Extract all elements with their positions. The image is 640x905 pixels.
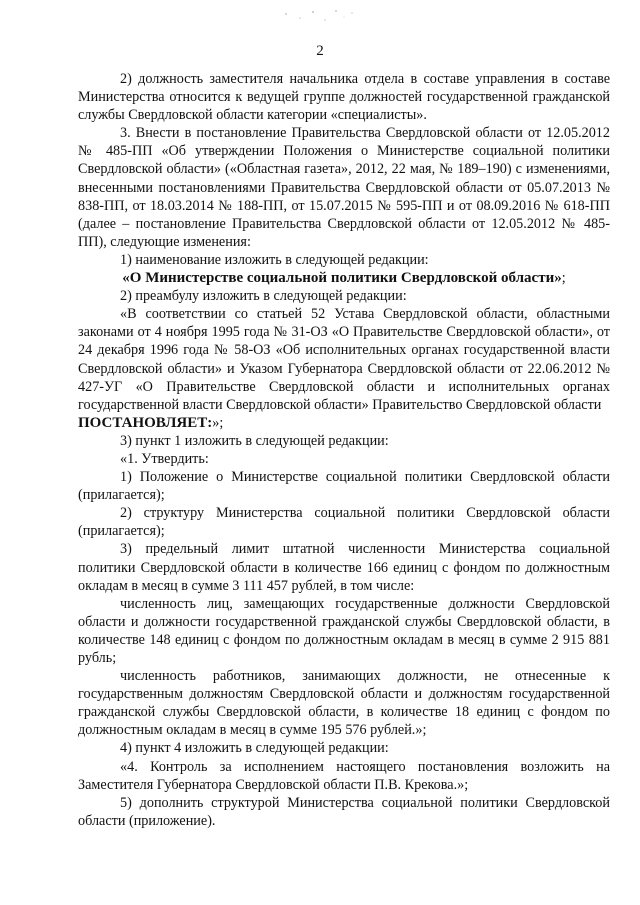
paragraph-control: «4. Контроль за исполнением настоящего постановления возложить на Заместителя Губернатора Свердловской области П.В. Крекова.»; xyxy=(78,758,610,793)
paragraph-name-edit: 1) наименование изложить в следующей редакции: xyxy=(120,251,429,268)
paragraph-point4-edit: 4) пункт 4 изложить в следующей редакции: xyxy=(120,740,389,757)
paragraph-approve: «1. Утвердить: xyxy=(120,450,209,467)
paragraph-add-structure: 5) дополнить структурой Министерства социальной политики Свердловской области (приложение). xyxy=(78,794,610,829)
paragraph-resolves xyxy=(78,414,610,432)
new-name-bold: «О Министерстве социальной политики Свердловской области» xyxy=(122,270,562,287)
scan-specks xyxy=(278,8,358,28)
paragraph-new-name xyxy=(78,269,610,287)
paragraph-item-regulation: 1) Положение о Министерстве социальной политики Свердловской области (прилагается); xyxy=(78,469,610,504)
paragraph-item-staff-limit: 3) предельный лимит штатной численности Министерства социальной политики Свердловской области в количестве 166 единиц с фондом по должностным окладам в месяц в сумме 3 111 457 рублей, в том числе: xyxy=(78,541,610,594)
document-body xyxy=(78,70,610,830)
page-number: 2 xyxy=(316,43,324,59)
resolves-tail: »; xyxy=(212,414,224,431)
paragraph-other-workers: численность работников, занимающих должности, не отнесенные к государственным должностям Свердловской области и должностям государственной гражданской службы Свердловской области, в количестве 18 единиц с фондом по должностным окладам в месяц в сумме 195 576 рублей.»; xyxy=(78,668,610,739)
new-name-tail: ; xyxy=(561,270,566,287)
paragraph-preamble-text: «В соответствии со статьей 52 Устава Свердловской области, областными законами от 4 ноября 1995 года № 31-ОЗ «О Правительстве Свердловской области», от 24 декабря 1996 года № 58-ОЗ «Об исполнительных органах государственной власти Свердловской области» и Указом Губернатора Свердловской области от 22.06.2012 № 427-УГ «О Правительстве Свердловской области и исполнительных органах государственной власти Свердловской области» Правительство Свердловской области xyxy=(78,306,610,413)
resolves-bold: ПОСТАНОВЛЯЕТ: xyxy=(78,414,213,431)
paragraph-item-structure: 2) структуру Министерства социальной политики Свердловской области (прилагается); xyxy=(78,505,610,540)
paragraph-position-category: 2) должность заместителя начальника отдела в составе управления в составе Министерства относится к ведущей группе должностей государственной гражданской службы Свердловской области категории «специалисты». xyxy=(78,71,610,124)
paragraph-preamble-edit: 2) преамбулу изложить в следующей редакции: xyxy=(120,288,407,305)
paragraph-amend-resolution: 3. Внести в постановление Правительства Свердловской области от 12.05.2012 № 485-ПП «Об утверждении Положения о Министерстве социальной политики Свердловской области» («Областная газета», 2012, 22 мая, № 189–190) с изменениями, внесенными постановлениями Правительства Свердловской области от 05.07.2013 № 838-ПП, от 18.03.2014 № 188-ПП, от 15.07.2015 № 595-ПП и от 08.09.2016 № 618-ПП (далее – постановление Правительства Свердловской области от 12.05.2012 № 485-ПП), следующие изменения: xyxy=(78,125,610,250)
paragraph-civil-servants: численность лиц, замещающих государственные должности Свердловской области и должности государственной гражданской службы Свердловской области, в количестве 148 единиц с фондом по должностным окладам в месяц в сумме 2 915 881 рубль; xyxy=(78,595,610,666)
paragraph-point1-edit: 3) пункт 1 изложить в следующей редакции: xyxy=(120,432,389,449)
